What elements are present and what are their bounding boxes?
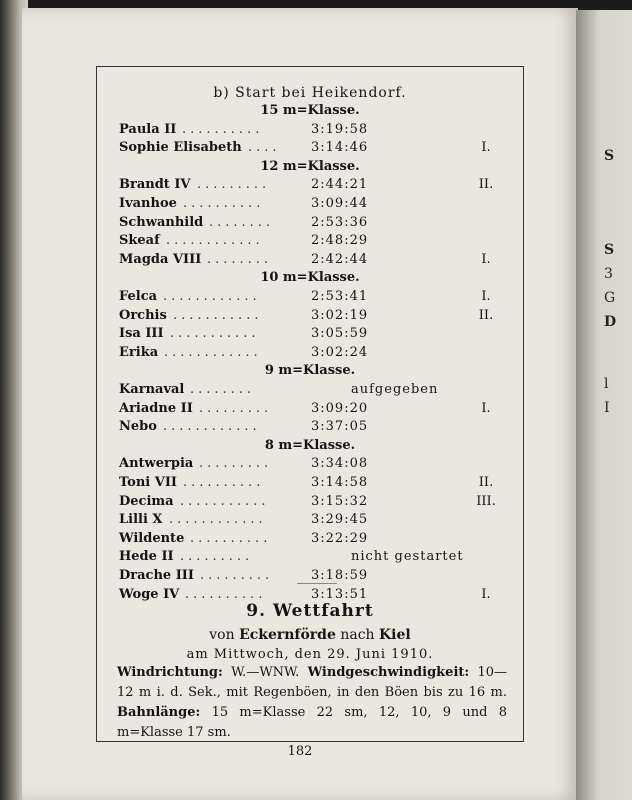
- leader-dots: ..........: [182, 121, 264, 137]
- elapsed-time: 3:34:08: [311, 456, 369, 472]
- result-note: nicht gestartet: [351, 549, 464, 565]
- result-row: [97, 177, 523, 195]
- leader-dots: .........: [180, 549, 254, 565]
- facing-page-glyph: S: [604, 242, 615, 258]
- leader-dots: ........: [190, 382, 256, 397]
- yacht-name: Antwerpia: [119, 456, 194, 472]
- class-heading: 8 m=Klasse.: [264, 437, 356, 453]
- route-pre: von: [209, 627, 235, 643]
- yacht-name: Ariadne II: [119, 400, 193, 416]
- elapsed-time: 2:48:29: [311, 233, 369, 249]
- prize-rank: II.: [478, 307, 494, 323]
- race-conditions: [117, 663, 507, 743]
- result-row: [97, 401, 523, 419]
- result-row: [97, 215, 523, 233]
- elapsed-time: 3:37:05: [311, 419, 369, 435]
- class-heading: 15 m=Klasse.: [260, 103, 360, 118]
- yacht-name: Magda VIII: [119, 251, 202, 267]
- route-to: Kiel: [379, 627, 411, 643]
- yacht-name: Karnaval: [119, 382, 185, 397]
- wind-direction-value: W.—WNW.: [231, 665, 300, 680]
- yacht-name: Erika: [119, 344, 159, 360]
- section-heading: b) Start bei Heikendorf.: [213, 85, 407, 101]
- leader-dots: ............: [164, 344, 262, 360]
- leader-dots: ..........: [185, 586, 267, 602]
- prize-rank: I.: [481, 289, 491, 304]
- elapsed-time: 3:22:29: [311, 530, 369, 546]
- leader-dots: ..........: [183, 196, 265, 211]
- yacht-name: Sophie Elisabeth: [119, 140, 242, 156]
- leader-dots: .........: [199, 456, 273, 472]
- facing-page-glyph: G: [604, 290, 616, 306]
- facing-page-glyph: 3: [604, 266, 613, 282]
- result-row: [97, 512, 523, 530]
- elapsed-time: 2:53:41: [311, 289, 369, 304]
- elapsed-time: 2:44:21: [311, 177, 369, 193]
- class-heading: 10 m=Klasse.: [260, 270, 360, 286]
- yacht-name: Ivanhoe: [119, 196, 177, 211]
- elapsed-time: 3:14:46: [311, 140, 369, 156]
- elapsed-time: 2:53:36: [311, 214, 369, 230]
- result-row: [97, 494, 523, 512]
- wind-speed-value: 10—12 m i. d. Sek., mit Regenböen, in den Böen bis zu 16 m.: [117, 665, 508, 700]
- yacht-name: Toni VII: [119, 475, 178, 490]
- result-row: [97, 289, 523, 307]
- race-title: 9. Wettfahrt: [246, 601, 374, 621]
- elapsed-time: 3:02:19: [311, 307, 369, 323]
- wind-direction-label: Windrichtung:: [117, 665, 223, 680]
- elapsed-time: 3:18:59: [311, 568, 369, 583]
- prize-rank: I.: [481, 400, 491, 416]
- facing-page-glyph: l: [604, 376, 609, 392]
- facing-page-glyph: D: [604, 314, 617, 330]
- yacht-name: Hede II: [119, 549, 174, 565]
- leader-dots: ..........: [190, 530, 272, 546]
- result-row: [97, 456, 523, 474]
- leader-dots: ............: [169, 512, 267, 528]
- leader-dots: ........: [207, 251, 273, 267]
- class-heading: 12 m=Klasse.: [260, 158, 360, 174]
- prize-rank: III.: [476, 493, 496, 509]
- result-row: [97, 122, 523, 140]
- result-note: aufgegeben: [351, 382, 439, 397]
- leader-dots: ............: [163, 419, 261, 435]
- result-row: [97, 326, 523, 344]
- yacht-name: Drache III: [119, 568, 194, 583]
- leader-dots: ...........: [170, 326, 260, 342]
- facing-page-glyph: S: [604, 148, 615, 164]
- prize-rank: II.: [478, 177, 494, 193]
- class-heading: 9 m=Klasse.: [264, 363, 356, 379]
- yacht-name: Wildente: [119, 530, 185, 546]
- elapsed-time: 3:02:24: [311, 344, 369, 360]
- leader-dots: .........: [199, 400, 273, 416]
- yacht-name: Isa III: [119, 326, 164, 342]
- yacht-name: Nebo: [119, 419, 157, 435]
- prize-rank: I.: [481, 586, 491, 602]
- elapsed-time: 3:09:44: [311, 196, 369, 211]
- separator-rule: [297, 583, 337, 584]
- route-mid: nach: [340, 627, 375, 643]
- elapsed-time: 3:09:20: [311, 400, 369, 416]
- leader-dots: ............: [166, 233, 264, 249]
- results-frame: [96, 66, 524, 742]
- result-row: [97, 308, 523, 326]
- course-length-value: 15 m=Klasse 22 sm, 12, 10, 9 und 8 m=Klasse 17 sm.: [117, 705, 507, 740]
- yacht-name: Skeaf: [119, 233, 160, 249]
- prize-rank: II.: [478, 475, 494, 490]
- wind-speed-label: Windgeschwindigkeit:: [307, 665, 470, 680]
- page-number: 182: [287, 744, 313, 759]
- yacht-name: Felca: [119, 289, 158, 304]
- yacht-name: Schwanhild: [119, 214, 204, 230]
- yacht-name: Brandt IV: [119, 177, 191, 193]
- elapsed-time: 3:29:45: [311, 512, 369, 528]
- prize-rank: I.: [481, 140, 491, 156]
- yacht-name: Woge IV: [119, 586, 180, 602]
- leader-dots: .........: [197, 177, 271, 193]
- result-row: [97, 233, 523, 251]
- result-row: [97, 475, 523, 493]
- elapsed-time: 3:19:58: [311, 121, 369, 137]
- result-row: [97, 252, 523, 270]
- leader-dots: ..........: [183, 475, 265, 490]
- result-row: [97, 549, 523, 567]
- elapsed-time: 3:05:59: [311, 326, 369, 342]
- result-row: [97, 140, 523, 158]
- leader-dots: .........: [200, 568, 274, 583]
- result-row: [97, 531, 523, 549]
- race-route: [97, 627, 523, 643]
- leader-dots: ....: [248, 140, 281, 156]
- result-row: [97, 196, 523, 214]
- result-row: [97, 382, 523, 400]
- yacht-name: Orchis: [119, 307, 167, 323]
- yacht-name: Lilli X: [119, 512, 163, 528]
- leader-dots: ...........: [180, 493, 270, 509]
- yacht-name: Decima: [119, 493, 174, 509]
- prize-rank: I.: [481, 251, 491, 267]
- facing-page-glyph: I: [604, 400, 610, 416]
- result-row: [97, 345, 523, 363]
- facing-page-edge: [576, 10, 632, 800]
- race-date: am Mittwoch, den 29. Juni 1910.: [186, 647, 434, 662]
- route-from: Eckernförde: [239, 627, 336, 643]
- result-row: [97, 419, 523, 437]
- leader-dots: ............: [163, 289, 261, 304]
- leader-dots: ........: [209, 214, 275, 230]
- yacht-name: Paula II: [119, 121, 177, 137]
- course-length-label: Bahnlänge:: [117, 705, 201, 720]
- elapsed-time: 3:13:51: [311, 586, 369, 602]
- elapsed-time: 2:42:44: [311, 251, 369, 267]
- leader-dots: ...........: [173, 307, 263, 323]
- elapsed-time: 3:15:32: [311, 493, 369, 509]
- elapsed-time: 3:14:58: [311, 475, 369, 490]
